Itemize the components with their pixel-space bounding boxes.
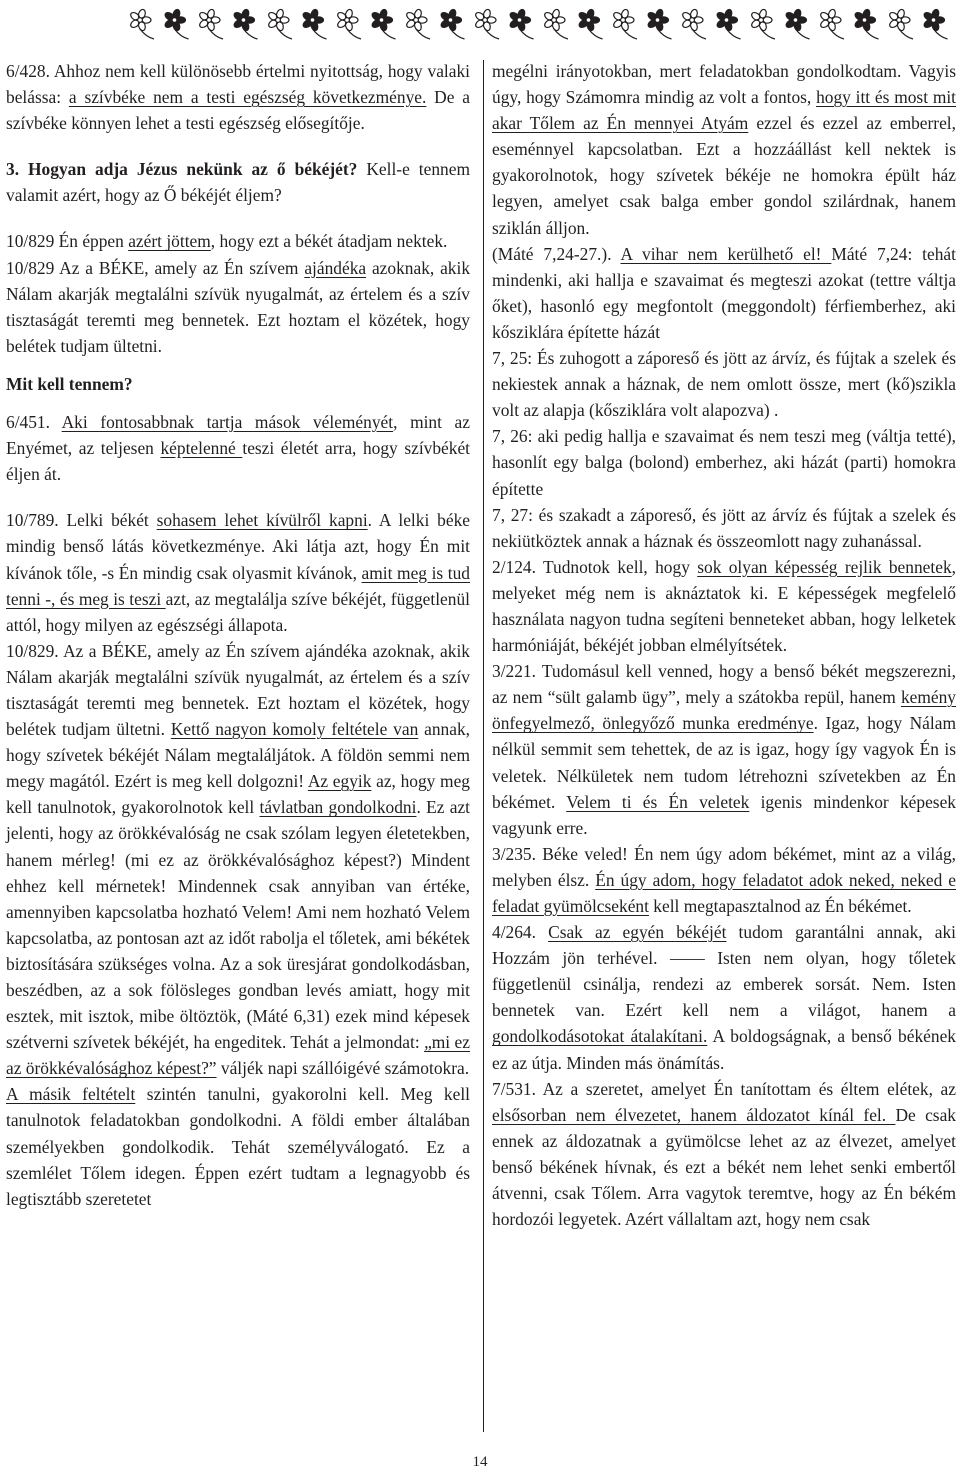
floral-ornament-border xyxy=(0,0,960,48)
underlined-text: Kettő nagyon komoly feltétele van xyxy=(170,719,419,740)
text: 2/124. Tudnotok kell, hogy xyxy=(492,556,698,577)
paragraph-3-221 xyxy=(492,658,956,841)
flower-icon xyxy=(681,9,706,39)
page-number: 14 xyxy=(472,1454,488,1470)
paragraph-masik-feltetel xyxy=(6,1081,470,1211)
paragraph-10-829-a xyxy=(6,228,470,254)
text: azoknak, akik Nálam akarják megtalálni szívük nyugalmát, az értelem és a szív tisztaságát teremti meg bennetek. Ezt hoztam el közétek, hogy belétek tudjam ültetni. xyxy=(6,257,471,356)
flower-icon xyxy=(336,9,361,39)
flower-icon xyxy=(612,9,637,39)
underlined-text: A másik feltételt xyxy=(6,1084,136,1105)
paragraph-7-26: 7, 26: aki pedig hallja e szavaimat és nem teszi meg (váltja tetté), hasonlít egy balga (bolond) emberhez, aki házát (parti) homokra építette xyxy=(492,426,956,499)
text: ezzel és ezzel az emberrel, eseménnyel kapcsolatban. Ezt a hozzáállást kell nektek is gyakorolnotok, hogy szívetek békéje ne homokra épült ház legyen, amelyet csak balga ember gondol szilárdnak, hanem sziklán álljon. xyxy=(492,113,956,238)
text: A boldogságnak, a benső békének ez az útja. Minden más önámítás. xyxy=(492,1026,956,1073)
underlined-text: „mi ez az örökkévalósághoz képest?” xyxy=(6,1032,470,1079)
text: szintén tanulni, gyakorolni kell. Meg kell tanulnotok feladatokban gondolkodni. A földi ember általában személyekben gondolkodik. Tehát személyválogató. Ez a szemlélet Tőlem idegen. Éppen ezért tudtam a legnagyobb és legtisztább szeretetet xyxy=(6,1084,470,1209)
right-column xyxy=(492,58,956,1232)
text: 3/221. Tudomásul kell venned, hogy a benső békét megszerezni, az nem “sült galamb ügy”, mely a szátokba repül, hanem xyxy=(492,661,956,708)
paragraph-continuation xyxy=(492,58,956,241)
text: , mint az Enyémet, az teljesen xyxy=(6,412,470,459)
question-3 xyxy=(6,156,470,208)
underlined-text: távlatban gondolkodni xyxy=(259,797,417,818)
paragraph-7-25: 7, 25: És zuhogott a záporeső és jött az árvíz, és fújtak a szelek és nekiestek annak a háznak, de nem omlott össze, mert (kő)szikla volt az alapja (kősziklára volt alapozva) . xyxy=(492,348,956,421)
underlined-text: kemény önfegyelmező, önlegyőző munka eredménye xyxy=(492,687,956,734)
text: 4/264. xyxy=(492,922,549,943)
text: teszi életét arra, hogy szívbékét éljen át. xyxy=(6,438,471,485)
underlined-text: hogy itt és most mit akar Tőlem az Én mennyei Atyám xyxy=(492,87,957,134)
underlined-text: Csak az egyén békéjét xyxy=(548,922,727,943)
column-divider xyxy=(483,60,484,1432)
underlined-text: azért jöttem xyxy=(128,231,211,252)
underlined-text: gondolkodásotokat átalakítani. xyxy=(492,1026,708,1047)
question-mit-kell-tennem xyxy=(6,371,470,397)
text: De a szívbéke könnyen lehet a testi egészség elősegítője. xyxy=(6,87,470,134)
flower-icon xyxy=(233,9,258,39)
paragraph-4-264 xyxy=(492,919,956,1076)
text: 10/789. Lelki békét xyxy=(6,510,157,531)
underlined-text: ajándéka xyxy=(304,257,367,278)
paragraph-7-27: 7, 27: és szakadt a záporeső, és jött az árvíz és fújtak a szelek és nekiütköztek annak a háznak és összeomlott nagy zuhanással. xyxy=(492,504,956,551)
underlined-text: sohasem lehet kívülről kapni xyxy=(156,510,368,531)
flower-icon xyxy=(164,9,189,39)
paragraph-mate-7-24 xyxy=(492,241,956,345)
paragraph-10-789 xyxy=(6,507,470,637)
underlined-text: képtelenné xyxy=(160,438,243,459)
text: Máté 7,24: tehát mindenki, aki hallja e szavaimat és megteszi azokat (tettre váltja őket), hasonló egy megfontolt (meggondolt) férfiemberhez, aki kősziklára építette házát xyxy=(492,243,956,342)
flower-icon xyxy=(440,9,465,39)
flower-icon xyxy=(716,9,741,39)
flower-icon xyxy=(819,9,844,39)
text: 6/428. Ahhoz nem kell különösebb értelmi nyitottság, hogy valaki belássa: xyxy=(6,61,470,108)
text: Kell-e tennem valamit azért, hogy az Ő békéjét éljem? xyxy=(6,159,470,206)
underlined-text: a szívbéke nem a testi egészség következménye. xyxy=(68,87,427,108)
text: tudom garantálni annak, aki Hozzám jön terhével. —— Isten nem olyan, hogy tőletek függetlenül csinálja, rendezi az emberek sorsát. Nem. Isten bennetek van. Ezért kell nem a világot, hanem a xyxy=(492,922,957,1021)
paragraph-10-829-c xyxy=(6,638,470,1082)
text: , hogy ezt a békét átadjam nektek. xyxy=(210,231,448,252)
flower-icon xyxy=(543,9,568,39)
underlined-text: Aki fontosabbnak tartja mások véleményét xyxy=(61,412,394,433)
text: 6/451. xyxy=(6,412,62,433)
question-heading: 3. Hogyan adja Jézus nekünk az ő békéjét? xyxy=(6,159,358,180)
flower-icon xyxy=(129,9,154,39)
text: 3/235. Béke veled! Én nem úgy adom békémet, mint az a világ, melyben élsz. xyxy=(492,843,956,890)
text: megélni irányotokban, mert feladatokban gondolkodtam. Vagyis úgy, hogy Számomra mindig az volt a fontos, xyxy=(492,61,956,108)
flower-icon xyxy=(509,9,534,39)
flower-icon xyxy=(923,9,948,39)
underlined-text: Az egyik xyxy=(307,771,372,792)
flower-icon xyxy=(474,9,499,39)
text: . Igaz, hogy Nálam nélkül semmit sem tehettek, de az is igaz, hogy így vagyok Én is veletek. Nélkületek nem tudom létrehozni szívetekben az Én békémet. xyxy=(492,713,956,812)
underlined-text: Én úgy adom, hogy feladatot adok neked, neked e feladat gyümölcseként xyxy=(492,869,956,916)
flower-icon xyxy=(405,9,430,39)
flower-icon xyxy=(198,9,223,39)
paragraph-10-829-b xyxy=(6,255,470,359)
underlined-text: elsősorban nem élvezetet, hanem áldozatot kínál fel. xyxy=(492,1104,896,1125)
paragraph-7-531 xyxy=(492,1076,956,1233)
text: 7/531. Az a szeretet, amelyet Én tanítottam és éltem elétek, az xyxy=(492,1078,956,1099)
flower-icon xyxy=(302,9,327,39)
paragraph-2-124 xyxy=(492,554,956,658)
left-column xyxy=(6,58,470,1212)
underlined-text: amit meg is tud tenni -, és meg is teszi xyxy=(6,562,471,609)
underlined-text: A vihar nem kerülhető el! xyxy=(620,243,832,264)
text: az, hogy meg kell tanulnotok, gyakorolnotok kell xyxy=(6,771,470,818)
text: (Máté 7,24-27.). xyxy=(492,243,621,264)
flower-icon xyxy=(750,9,775,39)
text: De csak ennek az áldozatnak a gyümölcse lehet az az élvezet, amelyet benső békének hívnak, és ezt a békét nem lehet senki embertől átvenni, csak Tőlem. Arra vagytok teremtve, hogy az Én békém hordozói legyetek. Azért vállaltam azt, hogy nem csak xyxy=(492,1104,956,1230)
text: annak, hogy szívetek békéjét Nálam megtaláljátok. A földön semmi nem megy magától. Ezért is meg kell dolgozni! xyxy=(6,719,470,792)
flower-icon xyxy=(888,9,913,39)
paragraph-3-235 xyxy=(492,841,956,919)
question-heading: Mit kell tennem? xyxy=(6,373,133,394)
underlined-text: Velem ti és Én veletek xyxy=(566,791,750,812)
flower-icon xyxy=(578,9,603,39)
flower-icon xyxy=(785,9,810,39)
underlined-text: sok olyan képesség rejlik bennetek xyxy=(697,556,952,577)
text: igenis mindenkor képesek vagyunk erre. xyxy=(492,791,956,838)
text: . Ez azt jelenti, hogy az örökkévalóság ne csak szólam legyen életetekben, hanem mérleg! (mi ez az örökkévalósághoz képest?) Mindent ehhez kell mérnetek! Mindennek csak annyiban van értéke, amennyiben kapcsolatba hozható Velem! Ami nem hozható Velem kapcsolatba, az pontosan azt az időt rabolja el tőletek, ami békétek biztosítására szükséges volna. Az a sok üresjárat gondolkodásban, beszédben, az a sok fölösleges gondban levés amiatt, hogy mit esztek, mit isztok, mibe öltöztök, (Máté 6,31) ezek mind képesek szétverni szívetek békéjét, ha engeditek. Tehát a jelmondat: xyxy=(6,797,470,1053)
text: azt, az megtalálja szíve békéjét, függetlenül attól, hogy milyen az egészségi állapota. xyxy=(6,588,470,635)
text: , melyeket még nem is aknáztatok ki. E képességek megfelelő használata nagyon tudna segíteni benneteket abban, hogy lelketek harmóniáját, békéjét jobban elmélyítsétek. xyxy=(492,556,956,656)
flower-icon xyxy=(371,9,396,39)
text: kell megtapasztalnod az Én békémet. xyxy=(648,896,912,916)
flower-icon xyxy=(854,9,879,39)
flower-icon xyxy=(267,9,292,39)
flower-icon xyxy=(647,9,672,39)
paragraph-6-428 xyxy=(6,58,470,136)
text: 10/829 Én éppen xyxy=(6,231,129,252)
paragraph-6-451 xyxy=(6,409,470,487)
text: 10/829. Az a BÉKE, amely az Én szívem ajándéka azoknak, akik Nálam akarják megtalálni szívük nyugalmát, az értelem és a szív tisztaságát teremti meg bennetek. Ezt hoztam el közétek, hogy belétek tudjam ültetni. xyxy=(6,640,470,740)
text: váljék napi szállóigévé számotokra. xyxy=(216,1058,470,1079)
text: . A lelki béke mindig benső látás következménye. Aki látja azt, hogy Én mit kívánok tőle, -s Én mindig csak olyasmit kívánok, xyxy=(6,510,470,583)
text: 10/829 Az a BÉKE, amely az Én szívem xyxy=(6,257,305,278)
